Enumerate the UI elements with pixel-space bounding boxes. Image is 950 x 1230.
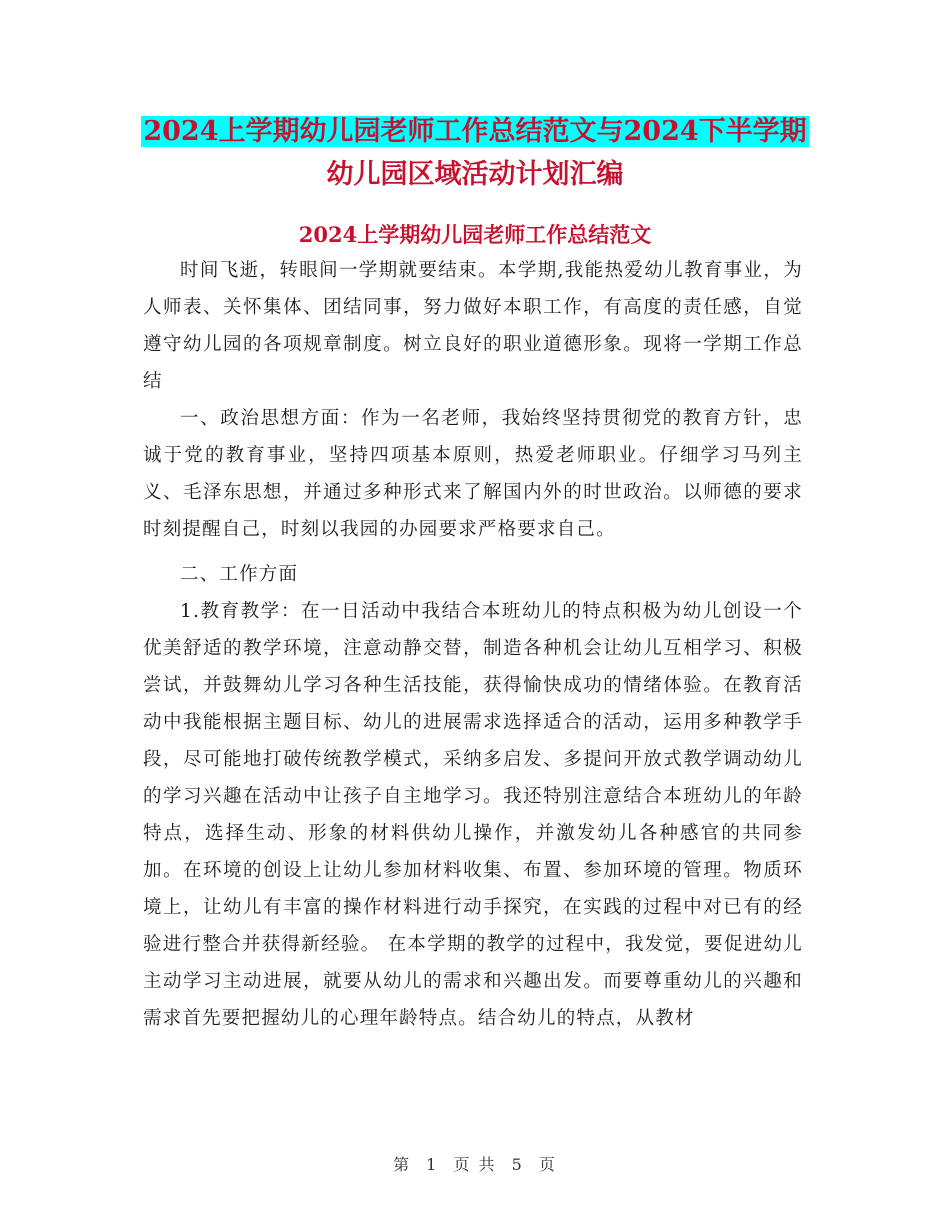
footer-total-pages: 5: [511, 1155, 524, 1174]
section-title: 2024上学期幼儿园老师工作总结范文: [298, 222, 652, 247]
title-line-2-text: 幼儿园区域活动计划汇编: [326, 159, 624, 190]
paragraph-intro: 时间飞逝，转眼间一学期就要结束。本学期,我能热爱幼儿教育事业，为人师表、关怀集体、团结同事，努力做好本职工作，有高度的责任感，自觉遵守幼儿园的各项规章制度。树立良好的职业道德形象。现将一学期工作总结: [143, 260, 803, 392]
footer-mid: 页 共: [453, 1155, 497, 1174]
paragraph-teaching: 1.教育教学：在一日活动中我结合本班幼儿的特点积极为幼儿创设一个优美舒适的教学环境，注意动静交替，制造各种机会让幼儿互相学习、积极尝试，并鼓舞幼儿学习各种生活技能，获得愉快成功的情绪体验。在教育活动中我能根据主题目标、幼儿的进展需求选择适合的活动，运用多种教学手段，尽可能地打破传统教学模式，采纳多启发、多提问开放式教学调动幼儿的学习兴趣在活动中让孩子自主地学习。我还特别注意结合本班幼儿的年龄特点，选择生动、形象的材料供幼儿操作，并激发幼儿各种感官的共同参加。在环境的创设上让幼儿参加材料收集、布置、参加环境的管理。物质环境上，让幼儿有丰富的操作材料进行动手探究，在实践的过程中对已有的经验进行整合并获得新经验。 在本学期的教学的过程中，我发觉，要促进幼儿主动学习主动进展，就要从幼儿的需求和兴趣出发。而要尊重幼儿的兴趣和需求首先要把握幼儿的心理年龄特点。结合幼儿的特点，从教材: [143, 601, 803, 1029]
title-highlight: 2024上学期幼儿园老师工作总结范文与2024下半学期: [143, 116, 807, 147]
paragraph-work-heading: 二、工作方面: [180, 564, 299, 585]
document-body: [143, 252, 803, 1037]
footer-prefix: 第: [393, 1155, 412, 1174]
footer-suffix: 页: [538, 1155, 557, 1174]
document-title-line-1: [0, 112, 950, 152]
footer-page-number: 1: [426, 1155, 439, 1174]
document-title-line-2: [0, 155, 950, 195]
page-footer: [0, 1152, 950, 1175]
paragraph-political: 一、政治思想方面：作为一名老师，我始终坚持贯彻党的教育方针，忠诚于党的教育事业，坚持四项基本原则，热爱老师职业。仔细学习马列主义、毛泽东思想，并通过多种形式来了解国内外的时世政治。以师德的要求时刻提醒自己，时刻以我园的办园要求严格要求自己。: [143, 408, 803, 540]
